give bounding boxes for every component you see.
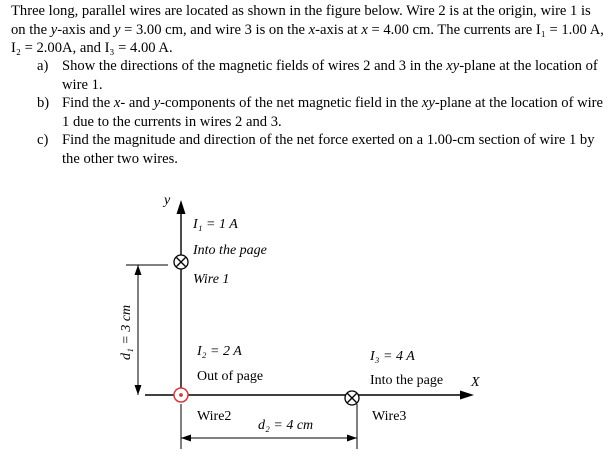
wire1-current: I₁ = 1 A	[193, 217, 238, 232]
d1-label: d₁ = 3 cm	[119, 304, 134, 360]
y-axis-arrowhead	[177, 200, 186, 214]
x-axis-arrowhead	[460, 391, 474, 400]
question-a: a) Show the directions of the magnetic fields of wires 2 and 3 in the xy-plane at the location of wire 1.	[37, 58, 598, 93]
wire3-current: I₃ = 4 A	[370, 349, 415, 364]
wire2-direction: Out of page	[197, 369, 264, 384]
d2-arrow-left	[181, 435, 191, 442]
d1-arrow-bottom	[135, 385, 142, 395]
y-axis-label: y	[164, 193, 171, 208]
question-b: b) Find the x- and y-components of the net magnetic field in the xy-plane at the location of wire 1 due to the currents in wires 2 and 3.	[37, 95, 604, 130]
wire1-name: Wire 1	[193, 272, 230, 287]
wire2-name: Wire2	[197, 409, 232, 424]
wire3-name: Wire3	[372, 409, 407, 424]
wire2-current: I₂ = 2 A	[197, 344, 242, 359]
d2-label: d₂ = 4 cm	[258, 418, 314, 433]
d1-arrow-top	[135, 265, 142, 275]
problem-intro: Three long, parallel wires are located as shown in the figure below. Wire 2 is at the origin, wire 1 is on the y-axis and y = 3.00 cm, and wire 3 is on the x-axis at x = 4.00 cm. The currents are I₁ = 1.00 A, I₂ = 2.00A, and I₃ = 4.00 A.	[11, 3, 604, 57]
x-axis-label: X	[471, 375, 480, 390]
wire3-into-page-icon	[345, 391, 359, 405]
wire1-direction: Into the page	[193, 243, 267, 258]
wire3-direction: Into the page	[370, 373, 444, 388]
d2-arrow-right	[347, 435, 357, 442]
question-c: c) Find the magnitude and direction of the net force exerted on a 1.00-cm section of wire 1 by the other two wires.	[37, 132, 595, 167]
wire2-out-of-page-icon	[174, 388, 188, 402]
wire1-into-page-icon	[174, 255, 188, 269]
